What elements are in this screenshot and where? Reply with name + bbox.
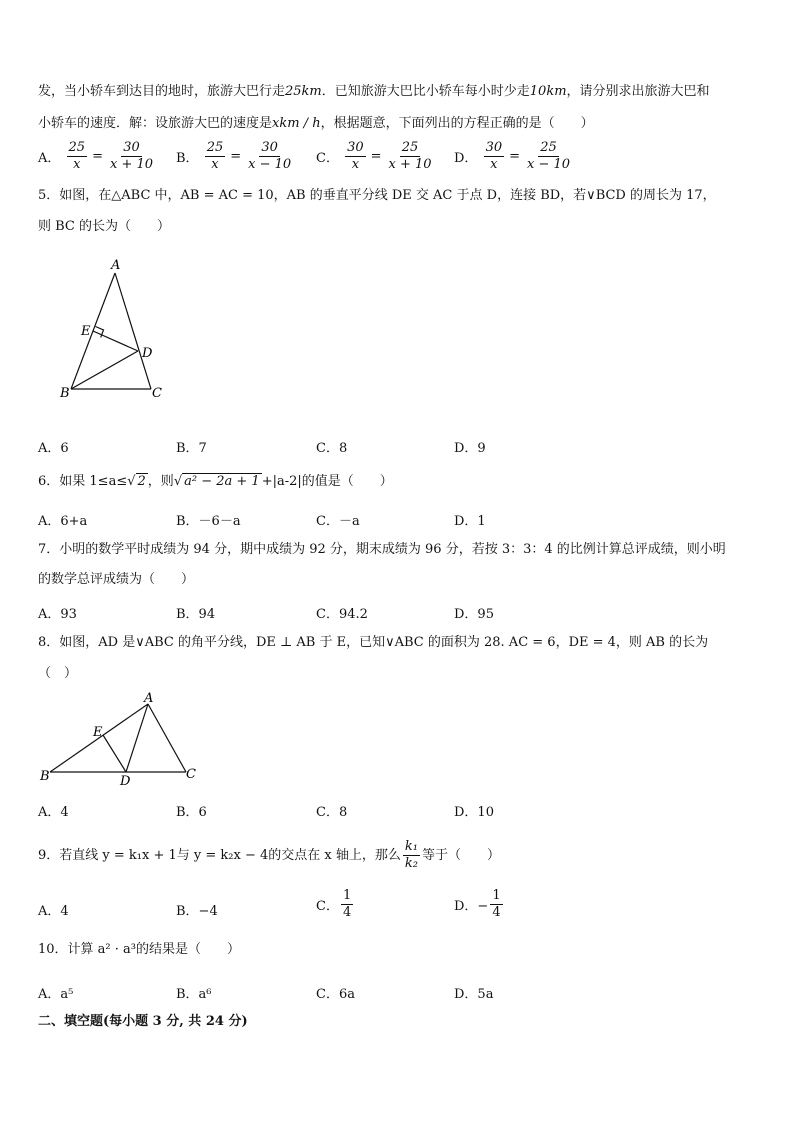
q8-triangle-figure — [36, 690, 206, 790]
denominator: x + 10 — [388, 157, 432, 172]
numerator: 1 — [342, 888, 352, 903]
q4-option-c[interactable]: C． $\frac{30}{x}$ = $\frac{25}{x + 10}$ — [316, 140, 432, 172]
segment-ac — [148, 704, 186, 772]
option-label: C． — [316, 899, 339, 914]
numerator: 30 — [347, 140, 364, 155]
q4-text: 发，当小轿车到达目的地时，旅游大巴行走 — [38, 84, 286, 99]
denominator: k₂ — [404, 856, 418, 871]
q9-text: 9．若直线 y = k₁x + 1与 y = k₂x − 4的交点在 x 轴上，那么 — [38, 848, 401, 863]
q6-option-d[interactable]: D．1 — [454, 514, 486, 529]
q10-line: 10．计算 a² · a³的结果是（ ） — [38, 942, 240, 957]
q9-option-a[interactable]: A．4 — [38, 904, 69, 919]
segment-de — [103, 735, 126, 772]
label-c: C — [186, 767, 196, 782]
q4-text: ．已知旅游大巴比小轿车每小时少走 — [321, 84, 530, 99]
q6-option-b[interactable]: B．－6－a — [176, 514, 241, 529]
q5-option-c[interactable]: C．8 — [316, 441, 348, 456]
denominator: x − 10 — [248, 157, 292, 172]
q6-option-a[interactable]: A．6+a — [38, 514, 88, 529]
numerator: k₁ — [404, 839, 418, 854]
sqrt-radicand: 2 — [137, 474, 146, 489]
denominator: 4 — [492, 905, 501, 920]
fraction — [345, 140, 366, 173]
q4-option-a[interactable]: A． $\frac{25}{x}$ = $\frac{30}{x + 10}$ — [38, 140, 154, 172]
label-d: D — [120, 774, 131, 789]
fraction — [108, 140, 155, 173]
segment-ad — [126, 704, 148, 772]
option-label: D．− — [454, 899, 489, 914]
q9-option-d[interactable] — [454, 888, 505, 921]
fraction — [67, 140, 88, 173]
fraction — [341, 888, 353, 921]
q4-text: ，根据题意，下面列出的方程正确的是（ ） — [320, 116, 594, 131]
q9-option-b[interactable]: B．−4 — [176, 904, 218, 919]
q8-option-a[interactable]: A．4 — [38, 805, 69, 820]
option-label: A． — [38, 151, 61, 166]
q5-line2: 则 BC 的长为（ ） — [38, 219, 171, 234]
q9-option-c[interactable] — [316, 888, 355, 921]
fraction — [387, 140, 434, 173]
q6-line — [38, 472, 393, 492]
denominator: x — [73, 157, 81, 172]
numerator: 30 — [485, 140, 503, 155]
label-b: B — [40, 769, 50, 784]
q4-line2 — [38, 114, 594, 134]
option-label: D． — [454, 151, 478, 166]
label-c: C — [152, 386, 162, 401]
q8-line1: 8．如图，AD 是∨ABC 的角平分线，DE ⊥ AB 于 E，已知∨ABC 的面积为 28. AC = 6，DE = 4，则 AB 的长为 — [38, 635, 709, 650]
label-e: E — [81, 324, 91, 339]
label-e: E — [93, 725, 103, 740]
segment-ac — [115, 273, 151, 389]
q5-line1: 5．如图，在△ABC 中，AB = AC = 10，AB 的垂直平分线 DE 交 AC 于点 D，连接 BD，若∨BCD 的周长为 17， — [38, 188, 716, 203]
fraction — [490, 888, 502, 921]
numerator: 25 — [540, 140, 557, 155]
numerator: 25 — [401, 140, 419, 155]
denominator: x — [490, 157, 498, 172]
label-b: B — [60, 386, 70, 401]
label-d: D — [142, 346, 153, 361]
q8-option-b[interactable]: B．6 — [176, 805, 207, 820]
q7-option-c[interactable]: C．94.2 — [316, 607, 368, 622]
q10-option-a[interactable]: A．a⁵ — [38, 987, 74, 1002]
q10-option-c[interactable]: C．6a — [316, 987, 355, 1002]
numerator: 30 — [261, 140, 278, 155]
q8-line2: （ ） — [38, 666, 78, 681]
q7-option-a[interactable]: A．93 — [38, 607, 77, 622]
label-a: A — [144, 691, 154, 706]
numerator: 1 — [492, 888, 501, 903]
q7-option-b[interactable]: B．94 — [176, 607, 216, 622]
section-heading: 二、填空题(每小题 3 分, 共 24 分) — [38, 1014, 248, 1029]
sqrt-radicand: a² − 2a + 1 — [184, 474, 260, 489]
q6-text: ，则 — [147, 474, 174, 489]
q6-text: +|a-2|的值是（ ） — [261, 474, 393, 489]
q10-option-b[interactable]: B．a⁶ — [176, 987, 212, 1002]
q5-option-d[interactable]: D．9 — [454, 441, 486, 456]
denominator: 4 — [342, 905, 352, 920]
q6-option-c[interactable]: C．－a — [316, 514, 360, 529]
numerator: 25 — [206, 140, 224, 155]
numerator: 30 — [123, 140, 140, 155]
option-label: C． — [316, 151, 339, 166]
q4-text: ，请分别求出旅游大巴和 — [566, 84, 710, 99]
option-label: B． — [176, 151, 199, 166]
q4-difference: 10km — [529, 84, 567, 99]
q4-distance: 25km — [285, 84, 322, 99]
q10-option-d[interactable]: D．5a — [454, 987, 494, 1002]
q8-option-c[interactable]: C．8 — [316, 805, 348, 820]
numerator: 25 — [68, 140, 86, 155]
q8-option-d[interactable]: D．10 — [454, 805, 494, 820]
segment-bd — [71, 351, 138, 389]
label-a: A — [111, 258, 121, 273]
q4-option-d[interactable]: D． $\frac{30}{x}$ = $\frac{25}{x - 10}$ — [454, 140, 571, 172]
q7-line2: 的数学总评成绩为（ ） — [38, 572, 195, 587]
sqrt-symbol: √ — [127, 474, 136, 489]
denominator: x — [351, 157, 360, 172]
fraction — [525, 140, 572, 173]
q4-option-b[interactable]: B． $\frac{25}{x}$ = $\frac{30}{x - 10}$ — [176, 140, 292, 172]
q7-line1: 7．小明的数学平时成绩为 94 分，期中成绩为 92 分，期末成绩为 96 分，若按 3：3：4 的比例计算总评成绩，则小明 — [38, 542, 726, 557]
q4-variable: xkm / h — [272, 116, 321, 131]
denominator: x − 10 — [527, 157, 571, 172]
sqrt-symbol: √ — [173, 474, 183, 489]
fraction — [205, 140, 226, 173]
q6-text: 6．如果 1≤a≤ — [38, 474, 128, 489]
q5-option-b[interactable]: B．7 — [176, 441, 207, 456]
fraction — [484, 140, 505, 173]
denominator: x + 10 — [109, 157, 154, 172]
segment-ed — [93, 331, 138, 351]
k-ratio-fraction — [403, 839, 420, 872]
q5-triangle-figure — [55, 255, 175, 405]
q4-text: 小轿车的速度．解：设旅游大巴的速度是 — [38, 116, 273, 131]
denominator: x — [211, 157, 219, 172]
q7-option-d[interactable]: D．95 — [454, 607, 494, 622]
fraction — [246, 140, 293, 173]
q9-line — [38, 838, 500, 874]
q4-line1 — [38, 82, 710, 102]
q9-text: 等于（ ） — [421, 848, 500, 863]
q5-option-a[interactable]: A．6 — [38, 441, 69, 456]
